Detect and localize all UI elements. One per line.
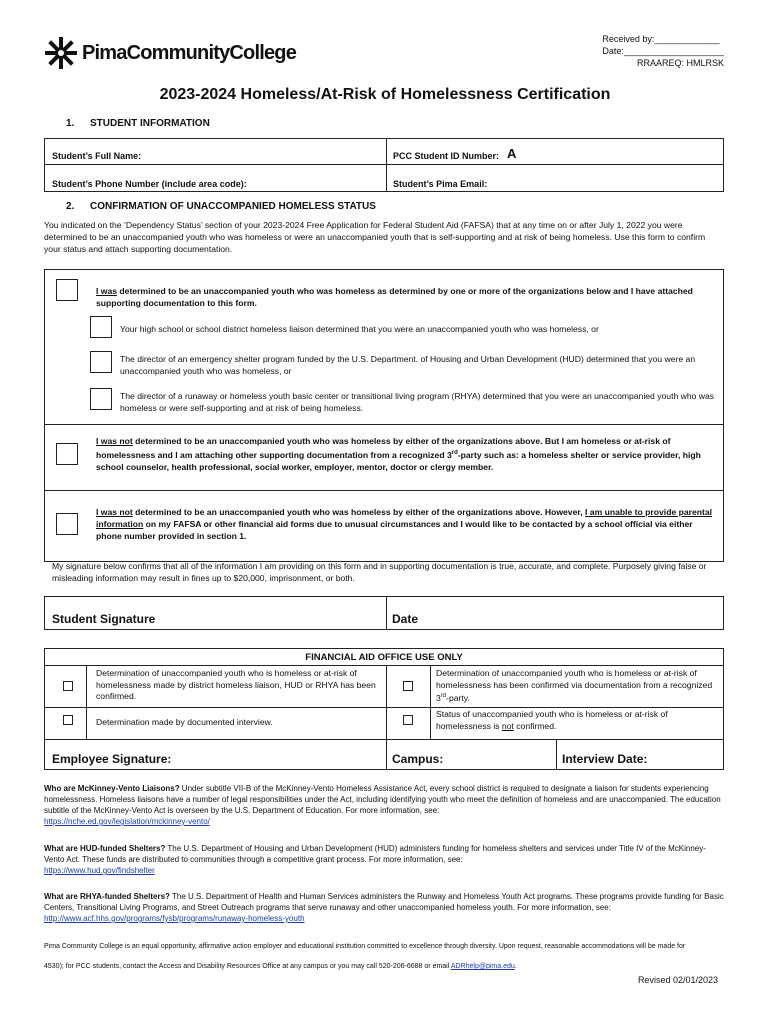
- fao-right1-checkbox[interactable]: [403, 681, 413, 691]
- option1-text: I was determined to be an unaccompanied youth who was homeless as determined by one or more of the organizations below and I have attached supporting documentation to this form.: [96, 286, 693, 308]
- campus-input[interactable]: [447, 741, 552, 768]
- option3-checkbox[interactable]: [56, 513, 78, 535]
- fao-left2-checkbox[interactable]: [63, 715, 73, 725]
- option2-text: I was not determined to be an unaccompanied youth who was homeless by either of the organizations above. But I am homeless or at-risk of homelessness and I am attaching other supporting documentation from a recognized 3rd-party such as: a homeless shelter or service provider, high school counselor, health professional, social worker, employer, mentor, doctor or clergy member.: [96, 436, 701, 472]
- option3-text: I was not determined to be an unaccompanied youth who was homeless by either of the organizations above. However, I am unable to provide parental information on my FAFSA or other financial aid forms due to unusual circumstances and I would like to be contacted by a school official via either phone number provided in section 1.: [96, 507, 713, 541]
- college-name: PimaCommunityCollege: [82, 41, 297, 64]
- revised-date: Revised 02/01/2023: [637, 975, 718, 985]
- hud-note: What are HUD-funded Shelters? The U.S. Department of Housing and Urban Development (HUD) administers funding for homeless shelters and services under Title IV of the McKinney-Vento Act. These funds are distributed to communities through a competitive grant process. For more information, see: https://www.hud.gov/findshelter: [44, 844, 706, 875]
- sub2-checkbox[interactable]: [90, 351, 112, 373]
- mckinney-vento-note: Who are McKinney-Vento Liaisons? Under subtitle VII-B of the McKinney-Vento Homeless Assistance Act, every school district is required to designate a liaison for students experiencing homelessness. Homeless liaisons have a number of legal responsibilities under the Act, including identifying youth who meet the definition of homeless and are unaccompanied. The education subtitle of the McKinney-Vento Act is overseen by the U.S. Department of Education. For more information, see: https://nche.ed.gov/legislation/mckinney-vento/: [44, 784, 721, 826]
- student-id-label: PCC Student ID Number:: [393, 151, 500, 161]
- date-field[interactable]: Date:____________________: [602, 46, 724, 56]
- student-id-input[interactable]: [520, 140, 720, 162]
- student-id-prefix: A: [507, 146, 517, 161]
- fao-left1-checkbox[interactable]: [63, 681, 73, 691]
- section2-number: 2.: [66, 201, 75, 212]
- email-label: Student’s Pima Email:: [393, 179, 488, 189]
- mckinney-vento-link[interactable]: https://nche.ed.gov/legislation/mckinney-vento/: [44, 817, 210, 826]
- campus-label: Campus:: [392, 752, 444, 766]
- sub1-checkbox[interactable]: [90, 316, 112, 338]
- interview-date-label: Interview Date:: [562, 752, 648, 766]
- page-title: 2023-2024 Homeless/At-Risk of Homelessness Certification: [159, 86, 611, 103]
- sub3-checkbox[interactable]: [90, 388, 112, 410]
- section1-heading: STUDENT INFORMATION: [90, 118, 210, 129]
- section1-number: 1.: [66, 118, 75, 129]
- student-signature-input[interactable]: [170, 598, 382, 628]
- option2-checkbox[interactable]: [56, 443, 78, 465]
- signature-statement: My signature below confirms that all of the information I am providing on this form and in supporting documentation is true, accurate, and complete. Purposely giving false or misleading information may result in fines up to $20,000, imprisonment, or both.: [52, 561, 707, 583]
- student-date-input[interactable]: [425, 598, 720, 628]
- phone-input[interactable]: [260, 166, 382, 190]
- full-name-input[interactable]: [52, 140, 382, 162]
- full-name-label: Student’s Full Name:: [52, 151, 142, 161]
- college-logo: [44, 36, 296, 70]
- fao-right2-checkbox[interactable]: [403, 715, 413, 725]
- option1-checkbox[interactable]: [56, 279, 78, 301]
- section2-intro: You indicated on the ‘Dependency Status’ section of your 2023-2024 Free Application for Federal Student Aid (FAFSA) that at any time on or after July 1, 2022 you were determined to be an unaccompanied youth who was homeless or were an unaccompanied youth that is self-supporting and at risk of being homeless. Use this form to confirm your status and attach supporting documentation.: [44, 220, 706, 254]
- received-by-field[interactable]: Received by:_____________: [602, 34, 720, 44]
- equal-opportunity-line2: 4530); for PCC students, contact the Access and Disability Resources Office at any campus or you may call 520-206-6688 or email ADRhelp@pima.edu.: [44, 963, 517, 970]
- fao-left1-text: Determination of unaccompanied youth who is homeless or at-risk of homelessness made by district homeless liaison, HUD or RHYA has been confirmed.: [96, 668, 376, 701]
- employee-signature-label: Employee Signature:: [52, 752, 172, 766]
- fao-right2-text: Status of unaccompanied youth who is homeless or at-risk of homelessness is not confirmed.: [436, 709, 668, 731]
- adr-email-link[interactable]: ADRhelp@pima.edu: [450, 963, 515, 970]
- rhya-link[interactable]: http://www.acf.hhs.gov/programs/fysb/programs/runaway-homeless-youth: [44, 914, 305, 923]
- student-date-label: Date: [392, 612, 419, 626]
- fao-left2-text: Determination made by documented interview.: [96, 717, 273, 727]
- equal-opportunity-line1: Pima Community College is an equal opportunity, affirmative action employer and educational institution committed to excellence through diversity. Upon request, reasonable accommodations will be made for: [44, 943, 686, 950]
- interview-date-input[interactable]: [650, 741, 720, 768]
- sub1-text: Your high school or school district homeless liaison determined that you were an unaccompanied youth who was homeless, or: [120, 324, 599, 334]
- form-code: RRAAREQ: HMLRSK: [636, 58, 724, 68]
- hud-link[interactable]: https://www.hud.gov/findshelter: [44, 866, 155, 875]
- phone-label: Student’s Phone Number (include area code):: [52, 179, 247, 189]
- pima-logo-icon: [44, 36, 78, 70]
- section2-heading: CONFIRMATION OF UNACCOMPANIED HOMELESS STATUS: [90, 201, 376, 212]
- sub2-text: The director of an emergency shelter program funded by the U.S. Department. of Housing and Urban Development (HUD) determined that you were an unaccompanied youth who was homeless, or: [120, 354, 696, 376]
- sub3-text: The director of a runaway or homeless youth basic center or transitional living program (RHYA) determined that you were an unaccompanied youth who was homeless or were self-supporting and at risk of being homeless.: [120, 391, 715, 413]
- office-use-header: [602, 33, 724, 69]
- student-signature-label: Student Signature: [52, 612, 156, 626]
- email-input[interactable]: [495, 166, 720, 190]
- fao-right1-text: Determination of unaccompanied youth who is homeless or at-risk of homelessness has been confirmed via documentation from a recognized 3rd-party.: [436, 668, 713, 703]
- fao-heading: FINANCIAL AID OFFICE USE ONLY: [305, 652, 463, 663]
- rhya-note: What are RHYA-funded Shelters? The U.S. Department of Health and Human Services administers the Runway and Homeless Youth Act programs. These programs provide funding for Basic Centers, Transitional Living Programs, and Street Outreach programs that serve runaway and other unaccompanied homeless youth. For more information, see: http://www.acf.hhs.gov/programs/fysb/programs/runaway-homeless-youth: [44, 892, 724, 923]
- employee-signature-input[interactable]: [172, 741, 382, 768]
